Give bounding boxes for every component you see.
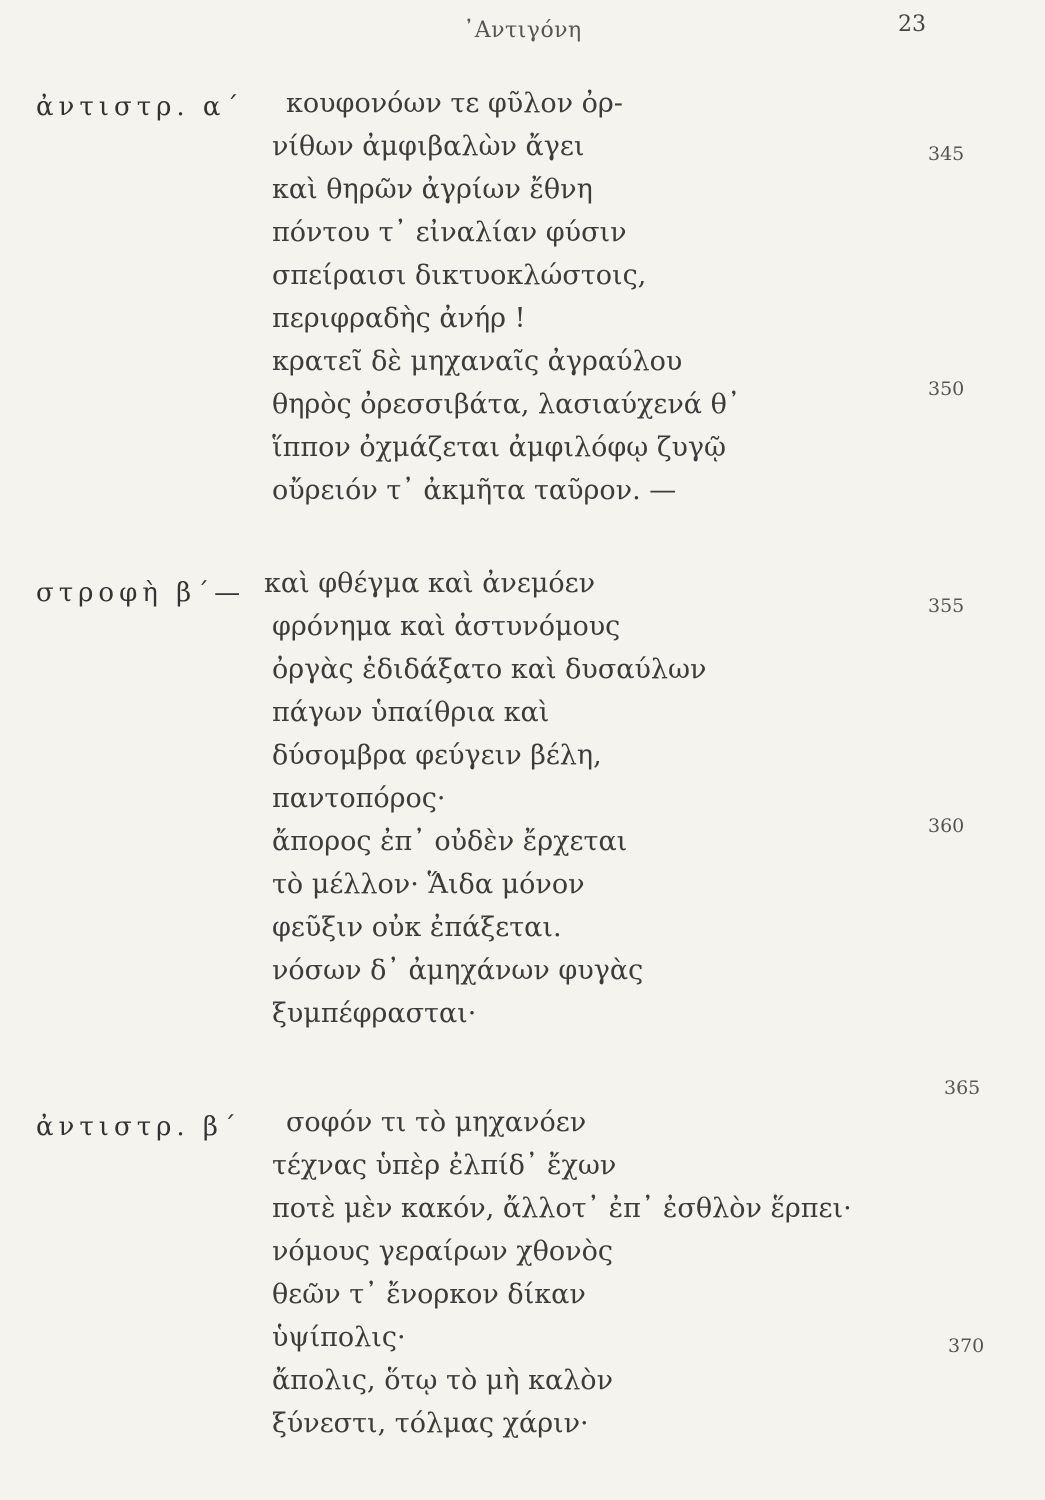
- verse-line: παντοπόρος·: [272, 783, 446, 814]
- page-number: 23: [898, 12, 926, 37]
- verse-line: θεῶν τ᾿ ἔνορκον δίκαν: [272, 1279, 586, 1310]
- verse-line: ἄπολις, ὅτῳ τὸ μὴ καλὸν: [272, 1365, 613, 1396]
- line-number: 345: [928, 143, 965, 165]
- verse-line: φεῦξιν οὐκ ἐπάξεται.: [272, 912, 562, 943]
- verse-line: ποτὲ μὲν κακόν, ἄλλοτ᾿ ἐπ᾿ ἐσθλὸν ἕρπει·: [272, 1193, 852, 1224]
- stanza-label-antistrophe-b: ἀντιστρ. β΄: [36, 1112, 241, 1142]
- verse-line: ἵππον ὀχμάζεται ἀμφιλόφῳ ζυγῷ: [272, 432, 727, 463]
- verse-line: νίθων ἀμφιβαλὼν ἄγει: [272, 131, 585, 162]
- stanza-label-strophe-b: στροφὴ β΄—: [36, 578, 246, 608]
- line-number: 365: [944, 1077, 981, 1099]
- verse-line: τέχνας ὑπὲρ ἐλπίδ᾿ ἔχων: [272, 1150, 617, 1181]
- verse-line: καὶ θηρῶν ἀγρίων ἔθνη: [272, 174, 593, 205]
- verse-line: κρατεῖ δὲ μηχαναῖς ἀγραύλου: [272, 346, 683, 377]
- verse-line: φρόνημα καὶ ἀστυνόμους: [272, 611, 621, 642]
- verse-line: ξύνεστι, τόλμας χάριν·: [272, 1408, 589, 1439]
- verse-line: νόσων δ᾿ ἀμηχάνων φυγὰς: [272, 955, 644, 986]
- line-number: 360: [928, 815, 965, 837]
- verse-line: ὑψίπολις·: [272, 1322, 406, 1353]
- verse-line: τὸ μέλλον· Ἅιδα μόνον: [272, 869, 585, 900]
- verse-line: σοφόν τι τὸ μηχανόεν: [286, 1107, 587, 1138]
- verse-line: ὀργὰς ἐδιδάξατο καὶ δυσαύλων: [272, 654, 707, 685]
- verse-line: πάγων ὑπαίθρια καὶ: [272, 697, 550, 728]
- verse-line: νόμους γεραίρων χθονὸς: [272, 1236, 613, 1267]
- verse-line: ξυμπέφρασται·: [272, 998, 477, 1029]
- verse-line: ἄπορος ἐπ᾿ οὐδὲν ἔρχεται: [272, 826, 628, 857]
- verse-line: οὔρειόν τ᾿ ἀκμῆτα ταῦρον. —: [272, 475, 677, 506]
- verse-line: καὶ φθέγμα καὶ ἀνεμόεν: [264, 568, 596, 599]
- line-number: 370: [948, 1335, 985, 1357]
- verse-line: περιφραδὴς ἀνήρ !: [272, 303, 526, 334]
- verse-line: πόντου τ᾿ εἰναλίαν φύσιν: [272, 217, 627, 248]
- verse-line: δύσομβρα φεύγειν βέλη,: [272, 740, 602, 771]
- line-number: 350: [928, 378, 965, 400]
- running-header-title: ᾿Αντιγόνη: [463, 18, 582, 43]
- verse-line: θηρὸς ὀρεσσιβάτα, λασιαύχενά θ᾿: [272, 389, 741, 420]
- verse-line: κουφονόων τε φῦλον ὀρ-: [286, 88, 623, 119]
- verse-line: σπείραισι δικτυοκλώστοις,: [272, 260, 647, 291]
- stanza-label-antistrophe-a: ἀντιστρ. α΄: [36, 92, 244, 122]
- line-number: 355: [928, 595, 965, 617]
